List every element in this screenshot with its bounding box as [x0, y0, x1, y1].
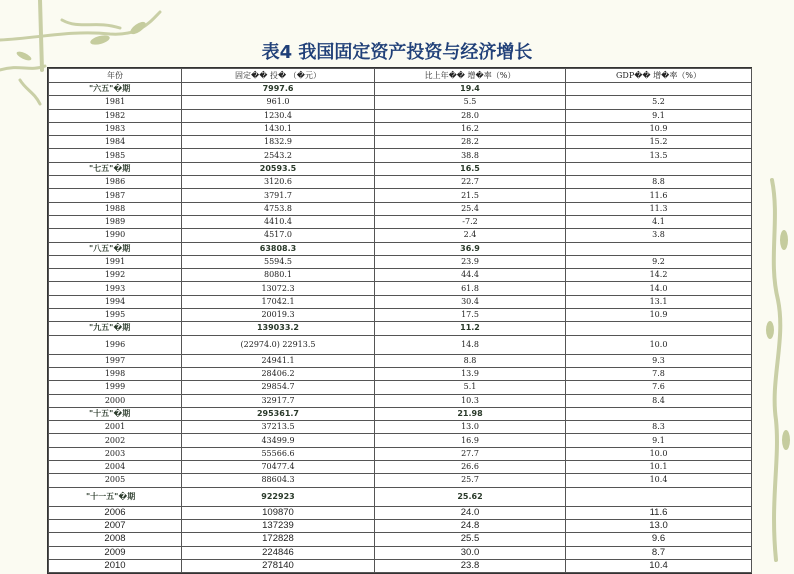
header-investment: 固定�� 投� （�元） [182, 69, 375, 83]
cell-investment-growth: 44.4 [375, 269, 566, 282]
table-row [49, 335, 752, 354]
table-row [49, 447, 752, 460]
cell-year: 1998 [49, 367, 182, 380]
cell-year: 1986 [49, 176, 182, 189]
cell-investment: (22974.0) 22913.5 [182, 335, 375, 354]
cell-investment-growth: 26.6 [375, 461, 566, 474]
period-row [49, 242, 752, 255]
cell-investment: 28406.2 [182, 367, 375, 380]
table-row [49, 421, 752, 434]
cell-gdp-growth: 7.6 [566, 381, 752, 394]
header-year: 年份 [49, 69, 182, 83]
cell-investment: 63808.3 [182, 242, 375, 255]
table-row [49, 202, 752, 215]
cell-investment-growth: 30.4 [375, 295, 566, 308]
period-row [49, 322, 752, 335]
cell-gdp-growth: 5.2 [566, 96, 752, 109]
cell-gdp-growth: 10.4 [566, 474, 752, 487]
cell-investment: 1832.9 [182, 136, 375, 149]
cell-investment: 1430.1 [182, 122, 375, 135]
table-row [49, 434, 752, 447]
table-row [49, 354, 752, 367]
cell-investment-growth: 19.4 [375, 83, 566, 96]
cell-investment: 3791.7 [182, 189, 375, 202]
cell-investment-growth: 16.2 [375, 122, 566, 135]
table-row [49, 506, 752, 519]
cell-investment-growth: 16.5 [375, 162, 566, 175]
cell-gdp-growth: 10.4 [566, 559, 752, 572]
cell-gdp-growth: 8.7 [566, 546, 752, 559]
cell-investment-growth: 30.0 [375, 546, 566, 559]
cell-gdp-growth: 11.6 [566, 189, 752, 202]
cell-investment-growth: 61.8 [375, 282, 566, 295]
cell-year: 2004 [49, 461, 182, 474]
cell-investment-growth: 22.7 [375, 176, 566, 189]
table-row [49, 176, 752, 189]
table-row [49, 295, 752, 308]
cell-investment-growth: 23.8 [375, 559, 566, 572]
cell-gdp-growth: 10.0 [566, 447, 752, 460]
period-row [49, 407, 752, 420]
cell-investment-growth: 11.2 [375, 322, 566, 335]
cell-investment: 5594.5 [182, 255, 375, 268]
cell-gdp-growth: 11.3 [566, 202, 752, 215]
cell-gdp-growth: 9.6 [566, 533, 752, 546]
cell-gdp-growth: 10.1 [566, 461, 752, 474]
cell-gdp-growth: 15.2 [566, 136, 752, 149]
cell-investment: 137239 [182, 519, 375, 532]
cell-investment-growth: 25.62 [375, 487, 566, 506]
cell-gdp-growth: 8.3 [566, 421, 752, 434]
cell-gdp-growth: 9.2 [566, 255, 752, 268]
cell-gdp-growth: 10.9 [566, 122, 752, 135]
table-row [49, 367, 752, 380]
cell-gdp-growth: 9.1 [566, 434, 752, 447]
cell-year: 1985 [49, 149, 182, 162]
table-row [49, 122, 752, 135]
cell-investment: 922923 [182, 487, 375, 506]
cell-investment-growth: 17.5 [375, 309, 566, 322]
cell-investment-growth: 24.8 [375, 519, 566, 532]
cell-investment-growth: 23.9 [375, 255, 566, 268]
cell-investment-growth: 5.1 [375, 381, 566, 394]
cell-gdp-growth: 8.8 [566, 176, 752, 189]
cell-investment-growth: 25.5 [375, 533, 566, 546]
cell-investment-growth: 13.0 [375, 421, 566, 434]
cell-year: "十一五"�期 [49, 487, 182, 506]
table-row [49, 282, 752, 295]
table-title: 表4 我国固定资产投资与经济增长 [261, 42, 533, 63]
cell-year: 2005 [49, 474, 182, 487]
cell-year: 2000 [49, 394, 182, 407]
table-row [49, 533, 752, 546]
cell-year: 2006 [49, 506, 182, 519]
cell-gdp-growth [566, 83, 752, 96]
cell-investment-growth: 10.3 [375, 394, 566, 407]
cell-investment: 20019.3 [182, 309, 375, 322]
table-row [49, 96, 752, 109]
table-row [49, 109, 752, 122]
cell-investment: 13072.3 [182, 282, 375, 295]
cell-investment: 4517.0 [182, 229, 375, 242]
period-row [49, 487, 752, 506]
cell-gdp-growth: 7.8 [566, 367, 752, 380]
table-row [49, 255, 752, 268]
cell-year: 2008 [49, 533, 182, 546]
header-row [49, 69, 752, 83]
cell-investment: 3120.6 [182, 176, 375, 189]
cell-gdp-growth: 14.2 [566, 269, 752, 282]
cell-investment: 295361.7 [182, 407, 375, 420]
cell-year: 1982 [49, 109, 182, 122]
table-row [49, 149, 752, 162]
cell-year: 1997 [49, 354, 182, 367]
cell-year: 1999 [49, 381, 182, 394]
table-row [49, 546, 752, 559]
cell-year: 1983 [49, 122, 182, 135]
cell-year: 1989 [49, 215, 182, 228]
cell-gdp-growth: 8.4 [566, 394, 752, 407]
table-row [49, 559, 752, 572]
table-row [49, 461, 752, 474]
cell-investment: 4753.8 [182, 202, 375, 215]
cell-gdp-growth: 10.9 [566, 309, 752, 322]
table-row [49, 136, 752, 149]
cell-investment: 961.0 [182, 96, 375, 109]
cell-investment: 24941.1 [182, 354, 375, 367]
cell-gdp-growth: 9.3 [566, 354, 752, 367]
cell-investment: 8080.1 [182, 269, 375, 282]
cell-gdp-growth: 4.1 [566, 215, 752, 228]
cell-year: "七五"�期 [49, 162, 182, 175]
cell-investment: 172828 [182, 533, 375, 546]
cell-year: 2003 [49, 447, 182, 460]
cell-investment-growth: 27.7 [375, 447, 566, 460]
table-row [49, 394, 752, 407]
cell-investment-growth: 8.8 [375, 354, 566, 367]
cell-year: "六五"�期 [49, 83, 182, 96]
cell-investment-growth: 28.2 [375, 136, 566, 149]
cell-year: 1981 [49, 96, 182, 109]
cell-investment: 2543.2 [182, 149, 375, 162]
cell-year: "八五"�期 [49, 242, 182, 255]
cell-investment: 29854.7 [182, 381, 375, 394]
cell-year: 1988 [49, 202, 182, 215]
cell-investment: 17042.1 [182, 295, 375, 308]
cell-year: 2007 [49, 519, 182, 532]
cell-investment: 43499.9 [182, 434, 375, 447]
cell-year: "十五"�期 [49, 407, 182, 420]
cell-gdp-growth [566, 487, 752, 506]
cell-year: 1992 [49, 269, 182, 282]
data-table [47, 67, 752, 574]
cell-year: 1991 [49, 255, 182, 268]
cell-year: 2009 [49, 546, 182, 559]
cell-investment-growth: 25.4 [375, 202, 566, 215]
table-row [49, 381, 752, 394]
cell-investment: 224846 [182, 546, 375, 559]
period-row [49, 83, 752, 96]
cell-investment-growth: 24.0 [375, 506, 566, 519]
cell-investment-growth: 2.4 [375, 229, 566, 242]
cell-investment-growth: 14.8 [375, 335, 566, 354]
cell-investment: 7997.6 [182, 83, 375, 96]
cell-investment-growth: 38.8 [375, 149, 566, 162]
cell-year: 1993 [49, 282, 182, 295]
cell-investment: 278140 [182, 559, 375, 572]
cell-year: 1984 [49, 136, 182, 149]
cell-investment-growth: 5.5 [375, 96, 566, 109]
cell-investment: 139033.2 [182, 322, 375, 335]
cell-investment-growth: 21.98 [375, 407, 566, 420]
cell-year: 1994 [49, 295, 182, 308]
cell-gdp-growth: 13.0 [566, 519, 752, 532]
cell-gdp-growth [566, 162, 752, 175]
cell-investment: 37213.5 [182, 421, 375, 434]
cell-investment-growth: 25.7 [375, 474, 566, 487]
cell-gdp-growth: 13.1 [566, 295, 752, 308]
table-row [49, 189, 752, 202]
table-row [49, 474, 752, 487]
cell-investment: 20593.5 [182, 162, 375, 175]
cell-investment-growth: 36.9 [375, 242, 566, 255]
cell-year: 1990 [49, 229, 182, 242]
cell-gdp-growth [566, 407, 752, 420]
table-row [49, 229, 752, 242]
table-row [49, 309, 752, 322]
table-row [49, 215, 752, 228]
cell-investment-growth: -7.2 [375, 215, 566, 228]
header-gdp-growth: GDP�� 增�率（%） [566, 69, 752, 83]
cell-year: 2010 [49, 559, 182, 572]
cell-year: 1995 [49, 309, 182, 322]
header-investment-growth: 比上年�� 增�率（%） [375, 69, 566, 83]
cell-investment-growth: 28.0 [375, 109, 566, 122]
cell-investment: 55566.6 [182, 447, 375, 460]
cell-investment: 4410.4 [182, 215, 375, 228]
cell-investment: 70477.4 [182, 461, 375, 474]
cell-investment-growth: 16.9 [375, 434, 566, 447]
cell-gdp-growth [566, 322, 752, 335]
cell-gdp-growth: 10.0 [566, 335, 752, 354]
cell-gdp-growth: 9.1 [566, 109, 752, 122]
cell-investment: 1230.4 [182, 109, 375, 122]
cell-investment-growth: 21.5 [375, 189, 566, 202]
cell-gdp-growth: 11.6 [566, 506, 752, 519]
cell-gdp-growth [566, 242, 752, 255]
table-row [49, 269, 752, 282]
cell-investment: 109870 [182, 506, 375, 519]
cell-investment: 88604.3 [182, 474, 375, 487]
cell-year: 2001 [49, 421, 182, 434]
cell-gdp-growth: 14.0 [566, 282, 752, 295]
period-row [49, 162, 752, 175]
cell-investment: 32917.7 [182, 394, 375, 407]
cell-year: "九五"�期 [49, 322, 182, 335]
table-row [49, 519, 752, 532]
cell-year: 2002 [49, 434, 182, 447]
cell-gdp-growth: 3.8 [566, 229, 752, 242]
cell-year: 1996 [49, 335, 182, 354]
cell-gdp-growth: 13.5 [566, 149, 752, 162]
cell-investment-growth: 13.9 [375, 367, 566, 380]
cell-year: 1987 [49, 189, 182, 202]
